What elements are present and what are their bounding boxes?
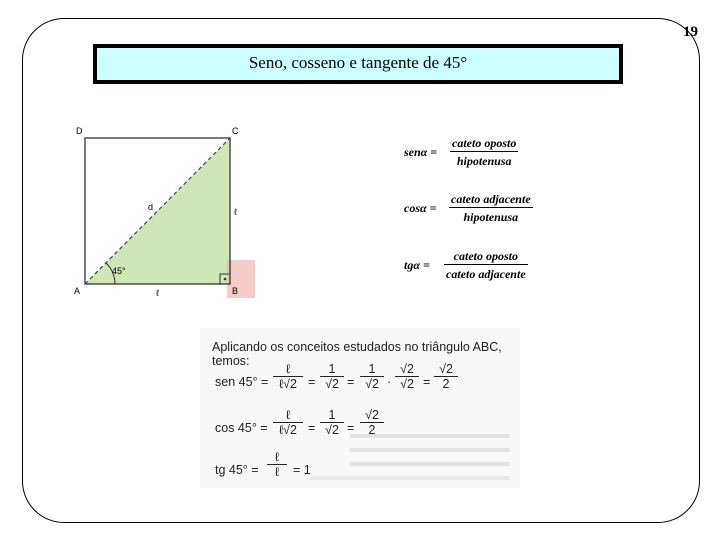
multiply-dot: · — [387, 375, 392, 389]
numerator: 1 — [328, 362, 336, 376]
vertex-c-label: C — [232, 126, 239, 136]
title-box — [93, 44, 623, 84]
right-angle-dot — [224, 278, 227, 281]
equals-sign: = — [308, 375, 316, 389]
angle-label: 45° — [112, 266, 126, 276]
side-label: ℓ — [234, 207, 237, 217]
denominator: 2 — [434, 376, 458, 391]
denominator: √2 — [395, 376, 419, 391]
cosine-45-equation — [215, 408, 515, 448]
fraction — [395, 362, 419, 391]
base-label: ℓ — [156, 288, 159, 298]
cosine-numerator: cateto adjacente — [451, 192, 531, 206]
tangent-fraction — [444, 249, 528, 282]
slide-title: Seno, cosseno e tangente de 45° — [97, 48, 619, 80]
vertex-d-label: D — [76, 126, 83, 136]
fraction — [360, 362, 384, 391]
tangent-numerator: cateto oposto — [453, 249, 518, 263]
numerator: √2 — [439, 362, 453, 376]
square-diagram — [70, 118, 270, 303]
equals-sign: = — [347, 375, 355, 389]
denominator: ℓ√2 — [273, 422, 303, 437]
numerator: √2 — [365, 408, 379, 422]
application-intro: Aplicando os conceitos estudados no triângulo ABC, temos: — [212, 340, 502, 368]
vertex-b-label: B — [232, 286, 239, 296]
denominator: 2 — [360, 422, 384, 437]
vertex-a-label: A — [74, 286, 81, 296]
equals-sign: = — [347, 421, 355, 435]
cosine-45-label: cos 45° = — [215, 421, 268, 435]
tangent-lhs: tgα = — [404, 258, 430, 272]
fraction — [434, 362, 458, 391]
numerator: ℓ — [285, 408, 291, 422]
diagonal-label: d — [148, 202, 154, 212]
fraction — [320, 408, 344, 437]
cosine-fraction — [449, 192, 533, 225]
equals-sign: = — [423, 375, 431, 389]
denominator: √2 — [320, 422, 344, 437]
numerator: ℓ — [274, 450, 280, 464]
fraction — [267, 450, 287, 479]
sine-lhs: senα = — [404, 145, 438, 159]
sine-denominator: hipotenusa — [450, 151, 518, 169]
tangent-45-equation — [215, 450, 515, 490]
denominator: √2 — [320, 376, 344, 391]
cosine-lhs: cosα = — [404, 201, 437, 215]
numerator: 1 — [328, 408, 336, 422]
fraction — [273, 408, 303, 437]
denominator: √2 — [360, 376, 384, 391]
fraction — [273, 362, 303, 391]
denominator: ℓ — [267, 464, 287, 479]
sine-numerator: cateto oposto — [452, 136, 517, 150]
sine-fraction — [450, 136, 518, 169]
numerator: 1 — [368, 362, 376, 376]
tangent-denominator: cateto adjacente — [444, 264, 528, 282]
tangent-result: = 1 — [293, 463, 311, 477]
sine-45-equation — [215, 362, 515, 402]
cosine-denominator: hipotenusa — [449, 207, 533, 225]
page-number: 19 — [683, 24, 698, 40]
fraction — [360, 408, 384, 437]
equals-sign: = — [308, 421, 316, 435]
tangent-45-label: tg 45° = — [215, 463, 259, 477]
application-panel — [200, 328, 520, 488]
sine-45-label: sen 45° = — [215, 375, 269, 389]
numerator: ℓ — [285, 362, 291, 376]
numerator: √2 — [400, 362, 414, 376]
denominator: ℓ√2 — [273, 376, 303, 391]
fraction — [320, 362, 344, 391]
